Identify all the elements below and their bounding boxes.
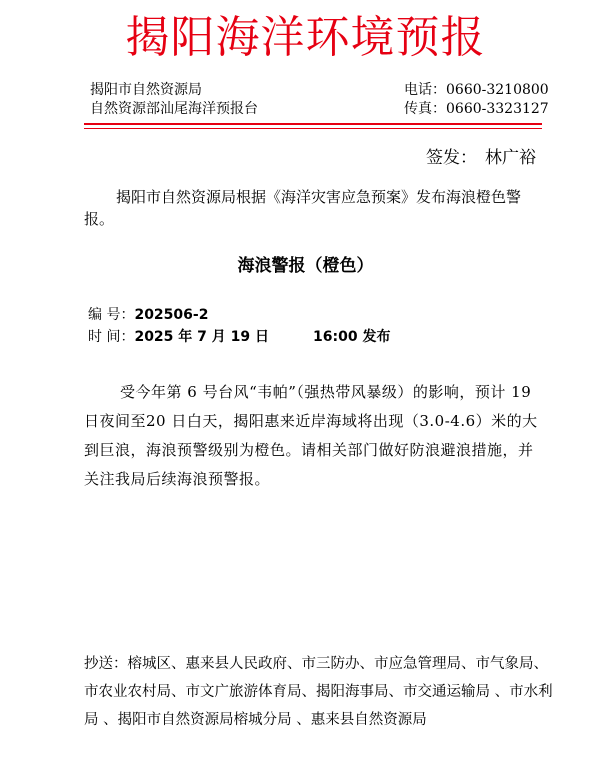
phone-number: 电话：0660-3210800 — [404, 82, 549, 98]
time-label: 时 间： — [88, 329, 135, 345]
intro-paragraph: 揭阳市自然资源局根据《海洋灾害应急预案》发布海浪橙色警报。 — [84, 188, 522, 228]
issue-clock: 16:00 发布 — [313, 329, 391, 345]
signatory-name: 林广裕 — [485, 148, 536, 168]
header-rule-thin — [84, 128, 542, 129]
fax-number: 传真：0660-3323127 — [404, 101, 549, 117]
warning-body: 受今年第 6 号台风“韦帕”（强热带风暴级）的影响，预计 19 日夜间至20 日白天，揭阳惠来近岸海域将出现（3.0-4.6）米的大到巨浪，海浪预警级别为橙色。请相关部门做好防浪避浪措施，并关注我局后续海浪预警报。 — [84, 383, 538, 488]
signatory-label: 签发： — [426, 148, 477, 168]
header-rule-thick — [84, 123, 542, 125]
signatory — [426, 147, 536, 169]
warning-number — [88, 306, 208, 324]
issuer-name: 揭阳市自然资源局 — [90, 82, 202, 98]
cc-list: 抄送：榕城区、惠来县人民政府、市三防办、市应急管理局、市气象局、市农业农村局、市文广旅游体育局、揭阳海事局、市交通运输局 、市水利局 、揭阳市自然资源局榕城分局 、惠来县自然资源局 — [84, 656, 553, 728]
number-value: 202506-2 — [134, 307, 209, 323]
co-issuer-name: 自然资源部汕尾海洋预报台 — [90, 101, 258, 117]
issue-time — [88, 328, 390, 346]
issue-date: 2025 年 7 月 19 日 — [134, 329, 270, 345]
number-label: 编 号： — [88, 307, 135, 323]
warning-heading: 海浪警报（橙色） — [237, 256, 374, 276]
document-title: 揭阳海洋环境预报 — [125, 12, 486, 63]
